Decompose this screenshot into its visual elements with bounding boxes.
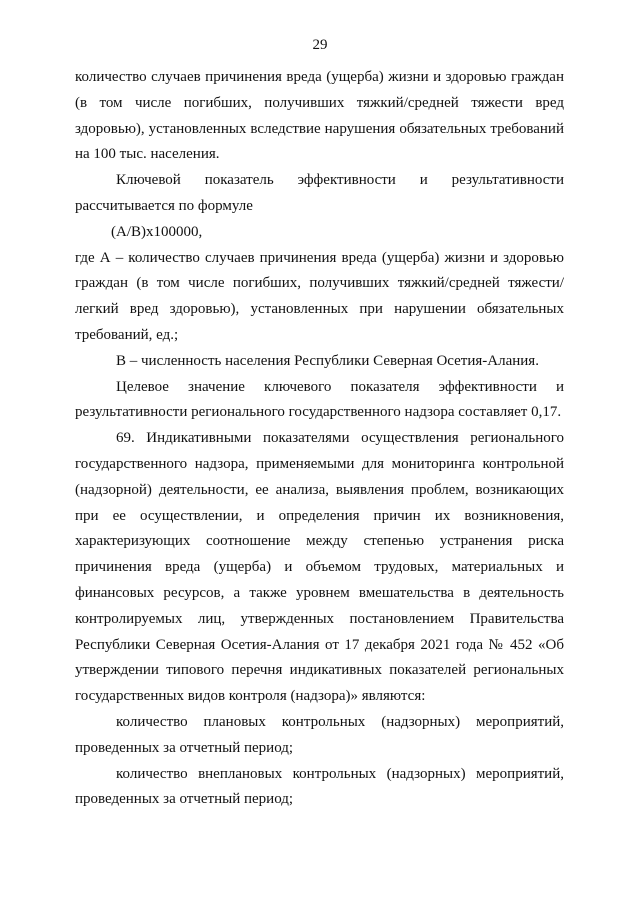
- paragraph-definition-b: В – численность населения Республики Северная Осетия-Алания.: [116, 352, 539, 369]
- page-number: 29: [312, 37, 328, 53]
- paragraph-item-69: 69. Индикативными показателями осуществления регионального государственного надзора, применяемыми для мониторинга контрольной (надзорной) деятельности, ее анализа, выявления проблем, возникающих при ее осуществлении, и определения причин их возникновения, характеризующих соотношение между степенью устранения риска причинения вреда (ущерба) и объемом трудовых, материальных и финансовых ресурсов, а также уровнем вмешательства в деятельность контролируемых лиц, утвержденных постановлением Правительства Республики Северная Осетия-Алания от 17 декабря 2021 года № 452 «Об утверждении типового перечня индикативных показателей региональных государственных видов контроля (надзора)» являются:: [75, 430, 564, 705]
- formula: (A/B)x100000,: [111, 223, 203, 240]
- paragraph-indicator-continuation: количество случаев причинения вреда (ущерба) жизни и здоровью граждан (в том числе погибших, получивших тяжкий/средней тяжести вред здоровью), установленных вследствие нарушения обязательных требований на 100 тыс. населения.: [75, 69, 564, 163]
- list-item-unplanned-measures: количество внеплановых контрольных (надзорных) мероприятий, проведенных за отчетный период;: [75, 765, 564, 808]
- document-body: [75, 65, 564, 813]
- paragraph-target-value: Целевое значение ключевого показателя эффективности и результативности регионального государственного надзора составляет 0,17.: [75, 378, 564, 421]
- paragraph-formula-intro: Ключевой показатель эффективности и результативности рассчитывается по формуле: [75, 172, 564, 214]
- paragraph-definition-a: где А – количество случаев причинения вреда (ущерба) жизни и здоровью граждан (в том числе погибших, получивших тяжкий/средней тяжести/легкий вред здоровью), установленных при нарушении обязательных требований, ед.;: [75, 249, 564, 343]
- list-item-planned-measures: количество плановых контрольных (надзорных) мероприятий, проведенных за отчетный период;: [75, 713, 564, 756]
